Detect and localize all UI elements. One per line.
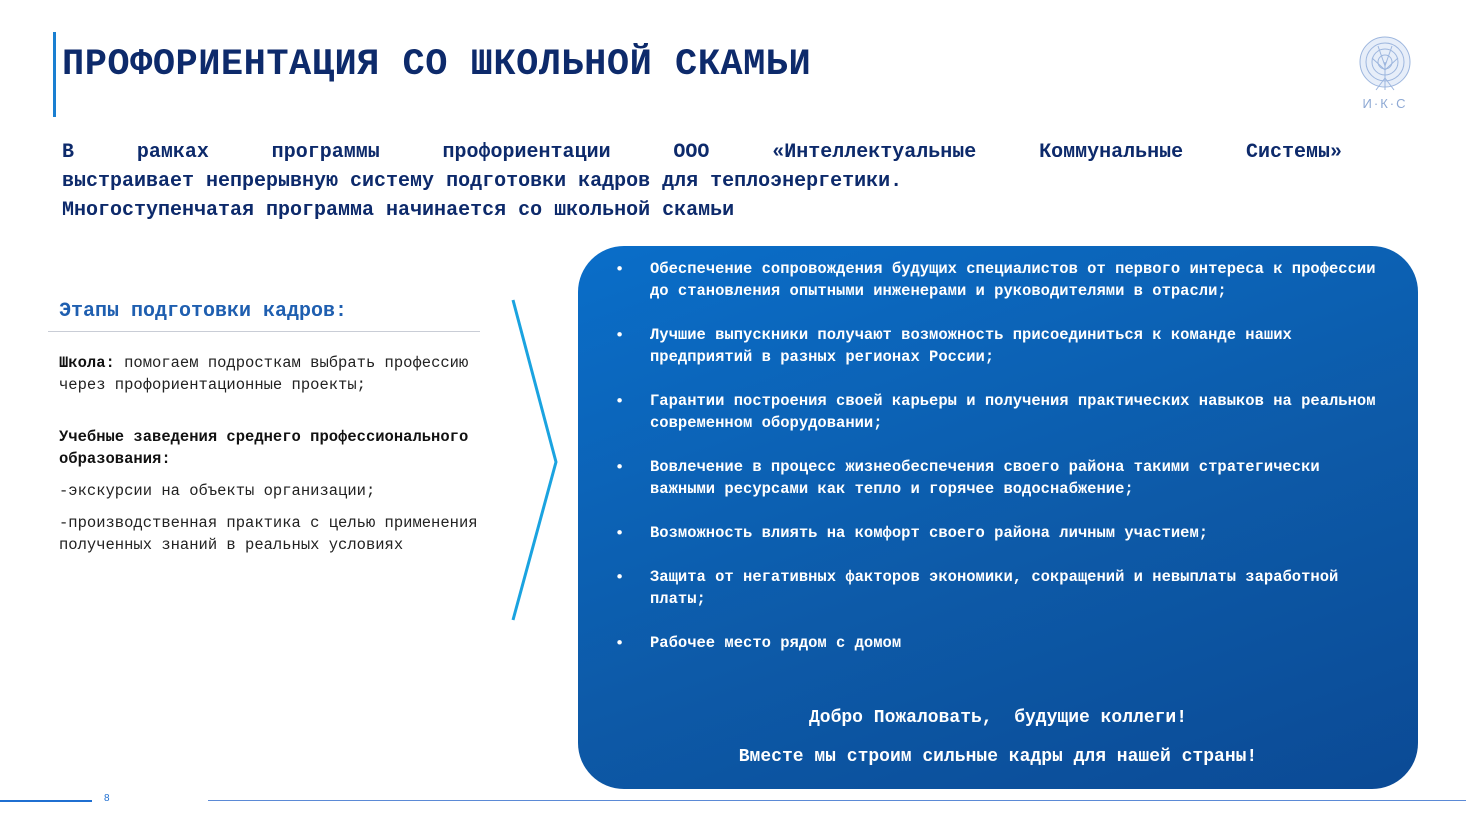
stages-heading: Этапы подготовки кадров: [59, 300, 348, 323]
intro-line-2: выстраивает непрерывную систему подготовки кадров для теплоэнергетики. [62, 170, 903, 193]
list-item: • Гарантии построения своей карьеры и получения практических навыков на реальном современном оборудовании; [615, 392, 1376, 432]
list-item: • Обеспечение сопровождения будущих специалистов от первого интереса к профессии до становления опытными инженерами и руководителями в отрасли; [615, 260, 1376, 300]
intro-line-1: В рамках программы профориентации ООО «Интеллектуальные Коммунальные Системы» [62, 141, 1342, 164]
page-title: ПРОФОРИЕНТАЦИЯ СО ШКОЛЬНОЙ СКАМЬИ [62, 44, 812, 86]
bullet-icon: • [615, 392, 625, 410]
stages-list [59, 352, 479, 556]
stage-college-label: Учебные заведения среднего профессионального образования: [59, 428, 469, 468]
closing-greeting: Добро Пожаловать, будущие коллеги! [808, 708, 1188, 728]
bullet-icon: • [615, 634, 625, 652]
list-item: • Защита от негативных факторов экономики, сокращений и невыплаты заработной платы; [615, 568, 1339, 608]
benefits-list [615, 258, 1385, 676]
page-number: 8 [104, 793, 110, 804]
stage-college-item-2: -производственная практика с целью применения полученных знаний в реальных условиях [59, 514, 478, 554]
intro-paragraph [62, 138, 1342, 225]
stage-school-text: помогаем подросткам выбрать профессию через профориентационные проекты; [59, 354, 469, 394]
bullet-icon: • [615, 326, 625, 344]
bullet-icon: • [615, 458, 625, 476]
list-item: • Рабочее место рядом с домом [615, 634, 902, 652]
list-item: • Возможность влиять на комфорт своего района личным участием; [615, 524, 1209, 542]
bullet-icon: • [615, 524, 625, 542]
title-accent-bar [53, 32, 56, 117]
stage-school-label: Школа: [59, 354, 115, 372]
list-item: • Лучшие выпускники получают возможность присоединиться к команде наших предприятий в разных регионах России; [615, 326, 1292, 366]
benefits-panel [578, 246, 1418, 789]
logo-text: И·К·С [1362, 96, 1408, 111]
stage-school [59, 352, 479, 396]
chevron-right-icon [510, 298, 562, 624]
intro-line-3: Многоступенчатая программа начинается со школьной скамьи [62, 199, 735, 222]
stages-divider [48, 331, 480, 332]
bullet-icon: • [615, 260, 625, 278]
footer-divider-right [208, 800, 1466, 801]
stage-college-item-1: -экскурсии на объекты организации; [59, 482, 376, 500]
footer-divider-left [0, 800, 92, 802]
list-item: • Вовлечение в процесс жизнеобеспечения своего района такими стратегически важными ресурсами как тепло и горячее водоснабжение; [615, 458, 1320, 498]
bullet-icon: • [615, 568, 625, 586]
closing-slogan: Вместе мы строим сильные кадры для нашей страны! [738, 747, 1258, 767]
